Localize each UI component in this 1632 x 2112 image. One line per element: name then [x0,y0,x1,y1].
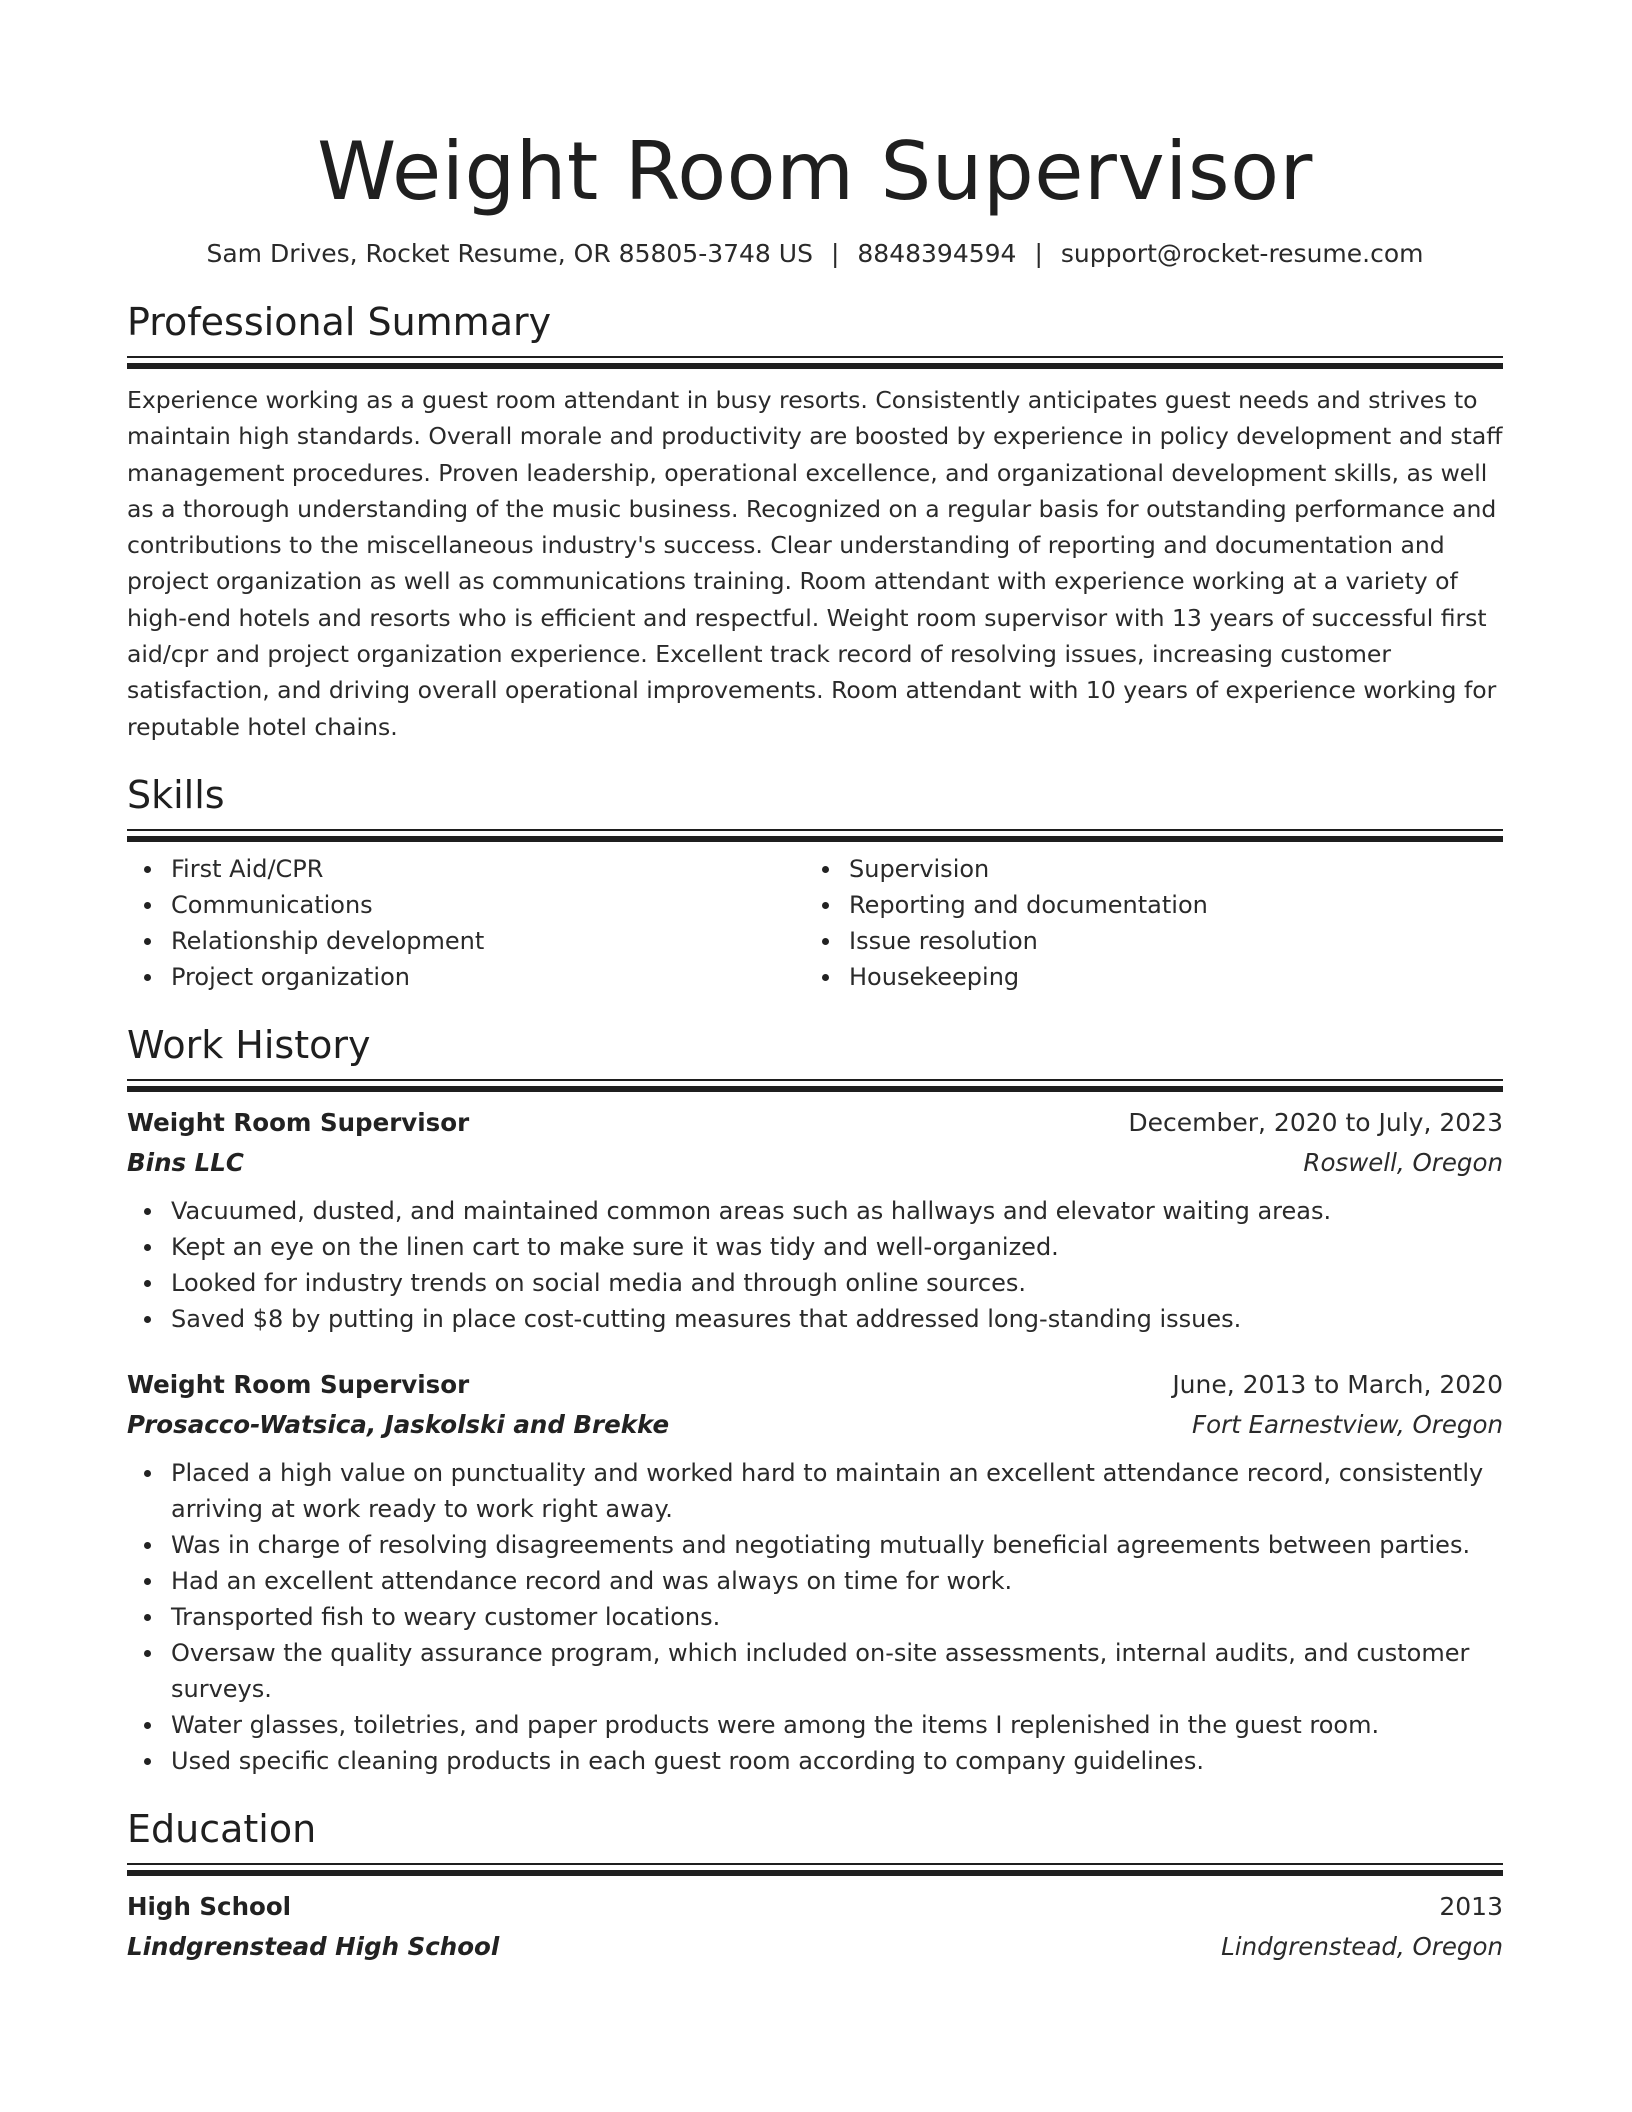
job-dates: June, 2013 to March, 2020 [1172,1369,1503,1399]
job-header-row [127,1365,1503,1405]
education-entry [127,1887,1503,1967]
skill-item: First Aid/CPR [171,851,805,887]
job-company-row [127,1143,1503,1183]
skills-heading: Skills [127,772,225,817]
skill-item: Project organization [171,959,805,995]
job-title: Weight Room Supervisor [127,1369,470,1399]
job-bullet: Looked for industry trends on social media and through online sources. [171,1265,1503,1301]
education-school-row [127,1927,1503,1967]
education-year: 2013 [1439,1891,1503,1921]
job-bullets [127,1455,1503,1779]
contact-separator: | [830,239,840,268]
skill-item: Relationship development [171,923,805,959]
section-divider [127,1863,1503,1877]
job-dates: December, 2020 to July, 2023 [1128,1107,1503,1137]
job-bullet: Was in charge of resolving disagreements and negotiating mutually beneficial agreements between parties. [171,1527,1503,1563]
skill-item: Housekeeping [849,959,1483,995]
job-company-row [127,1405,1503,1445]
summary-heading: Professional Summary [127,300,552,344]
contact-address: Sam Drives, Rocket Resume, OR 85805-3748 US [206,239,813,268]
work-section [127,1021,1503,1779]
job-entry [127,1365,1503,1779]
section-divider [127,1079,1503,1093]
skills-column-left [127,851,805,995]
job-location: Fort Earnestview, Oregon [1191,1409,1503,1439]
resume-page [127,0,1503,1967]
job-location: Roswell, Oregon [1303,1147,1503,1177]
education-degree: High School [127,1891,292,1921]
job-bullet: Water glasses, toiletries, and paper products were among the items I replenished in the guest room. [171,1707,1503,1743]
education-section [127,1805,1503,1967]
job-entry [127,1103,1503,1337]
job-bullet: Oversaw the quality assurance program, which included on-site assessments, internal audits, and customer surveys. [171,1635,1503,1707]
education-school: Lindgrenstead High School [127,1931,500,1961]
job-bullet: Transported fish to weary customer locations. [171,1599,1503,1635]
contact-separator: | [1034,239,1043,268]
summary-text: Experience working as a guest room attendant in busy resorts. Consistently anticipates guest needs and strives to maintain high standards. Overall morale and productivity are boosted by experience in policy development and staff management procedures. Proven leadership, operational excellence, and organizational development skills, as well as a thorough understanding of the music business. Recognized on a regular basis for outstanding performance and contributions to the miscellaneous industry's success. Clear understanding of reporting and documentation and project organization as well as communications training. Room attendant with experience working at a variety of high-end hotels and resorts who is efficient and respectful. Weight room supervisor with 13 years of successful first aid/cpr and project organization experience. Excellent track record of resolving issues, increasing customer satisfaction, and driving overall operational improvements. Room attendant with 10 years of experience working for reputable hotel chains. [127,386,1503,741]
skills-column-right [805,851,1483,995]
skill-item: Issue resolution [849,923,1483,959]
resume-name: Weight Room Supervisor [317,125,1313,218]
job-bullet: Vacuumed, dusted, and maintained common areas such as hallways and elevator waiting areas. [171,1193,1503,1229]
job-bullet: Placed a high value on punctuality and worked hard to maintain an excellent attendance record, consistently arriving at work ready to work right away. [171,1455,1503,1527]
job-company: Bins LLC [127,1147,244,1177]
job-bullet: Used specific cleaning products in each guest room according to company guidelines. [171,1743,1503,1779]
job-title: Weight Room Supervisor [127,1107,470,1137]
job-bullets [127,1193,1503,1337]
section-divider [127,356,1503,370]
section-divider [127,829,1503,843]
skills-grid [127,851,1503,995]
job-bullet: Kept an eye on the linen cart to make sure it was tidy and well-organized. [171,1229,1503,1265]
contact-line [127,238,1503,270]
skill-item: Supervision [849,851,1483,887]
summary-section [127,298,1503,745]
education-location: Lindgrenstead, Oregon [1221,1931,1503,1961]
contact-phone: 8848394594 [857,239,1017,268]
job-company: Prosacco-Watsica, Jaskolski and Brekke [127,1409,670,1439]
job-bullet: Saved $8 by putting in place cost-cutting measures that addressed long-standing issues. [171,1301,1503,1337]
job-header-row [127,1103,1503,1143]
skill-item: Communications [171,887,805,923]
skills-section [127,771,1503,995]
work-heading: Work History [127,1022,371,1067]
job-bullet: Had an excellent attendance record and was always on time for work. [171,1563,1503,1599]
education-heading: Education [127,1806,317,1851]
skill-item: Reporting and documentation [849,887,1483,923]
contact-email: support@rocket-resume.com [1060,239,1424,268]
education-header-row [127,1887,1503,1927]
